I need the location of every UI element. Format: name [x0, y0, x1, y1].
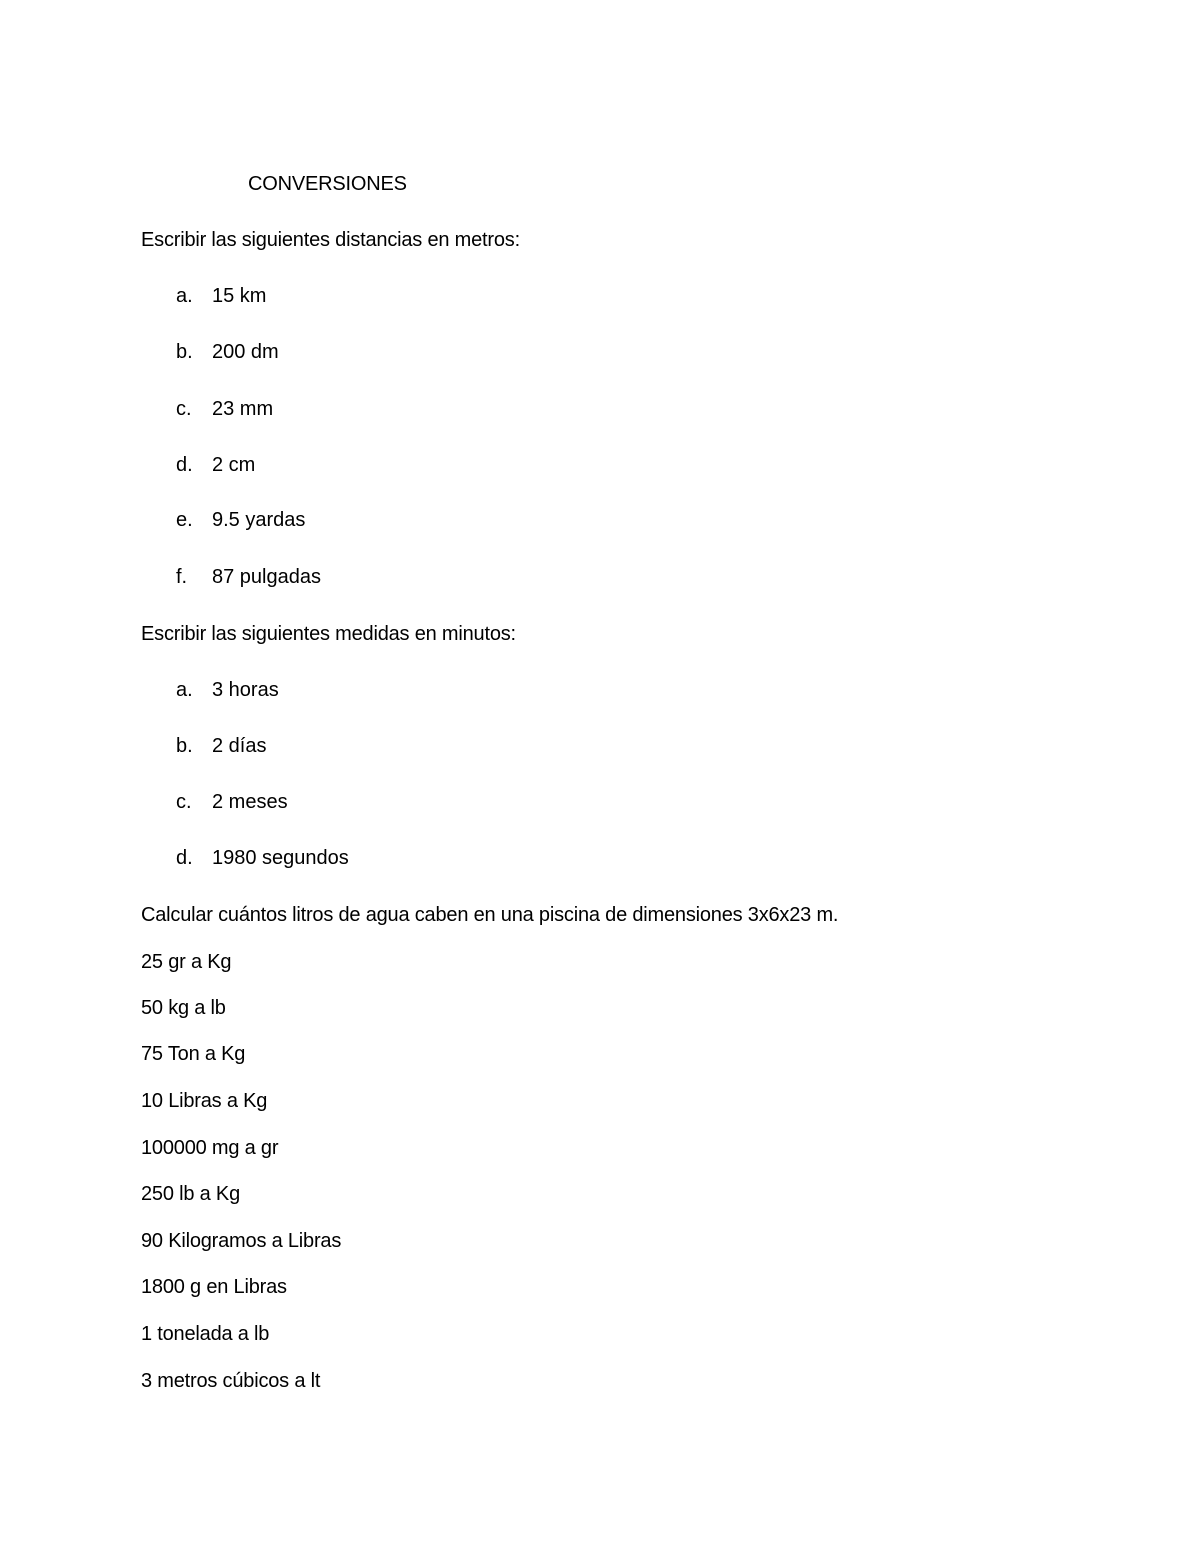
list-item-label: b. [176, 341, 193, 363]
conversion-item: 250 lb a Kg [141, 1183, 240, 1205]
list-item-value: 2 meses [212, 791, 288, 813]
conversion-item: 1800 g en Libras [141, 1276, 287, 1298]
section2-heading: Escribir las siguientes medidas en minutos: [141, 623, 516, 645]
conversion-item: 3 metros cúbicos a lt [141, 1370, 321, 1392]
conversion-item: 25 gr a Kg [141, 951, 232, 973]
list-item-value: 1980 segundos [212, 847, 349, 869]
list-item-label: d. [176, 847, 193, 869]
list-item-label: b. [176, 735, 193, 757]
list-item-value: 2 cm [212, 454, 256, 476]
list-item-value: 9.5 yardas [212, 509, 306, 531]
list-item-value: 3 horas [212, 679, 279, 701]
conversion-item: 1 tonelada a lb [141, 1323, 270, 1345]
document-title: CONVERSIONES [248, 173, 407, 195]
list-item-label: e. [176, 509, 193, 531]
list-item-label: f. [176, 566, 188, 588]
list-item-value: 200 dm [212, 341, 279, 363]
section1-heading: Escribir las siguientes distancias en metros: [141, 229, 520, 251]
conversion-item: 100000 mg a gr [141, 1137, 279, 1159]
list-item-label: c. [176, 398, 192, 420]
conversion-item: 50 kg a lb [141, 997, 226, 1019]
conversion-item: 90 Kilogramos a Libras [141, 1230, 342, 1252]
list-item-value: 2 días [212, 735, 267, 757]
conversion-item: 10 Libras a Kg [141, 1090, 268, 1112]
list-item-value: 87 pulgadas [212, 566, 321, 588]
problem-statement: Calcular cuántos litros de agua caben en una piscina de dimensiones 3x6x23 m. [141, 904, 839, 926]
list-item-label: d. [176, 454, 193, 476]
list-item-label: c. [176, 791, 192, 813]
conversion-item: 75 Ton a Kg [141, 1043, 246, 1065]
list-item-label: a. [176, 679, 193, 701]
list-item-label: a. [176, 285, 193, 307]
list-item-value: 15 km [212, 285, 267, 307]
list-item-value: 23 mm [212, 398, 274, 420]
